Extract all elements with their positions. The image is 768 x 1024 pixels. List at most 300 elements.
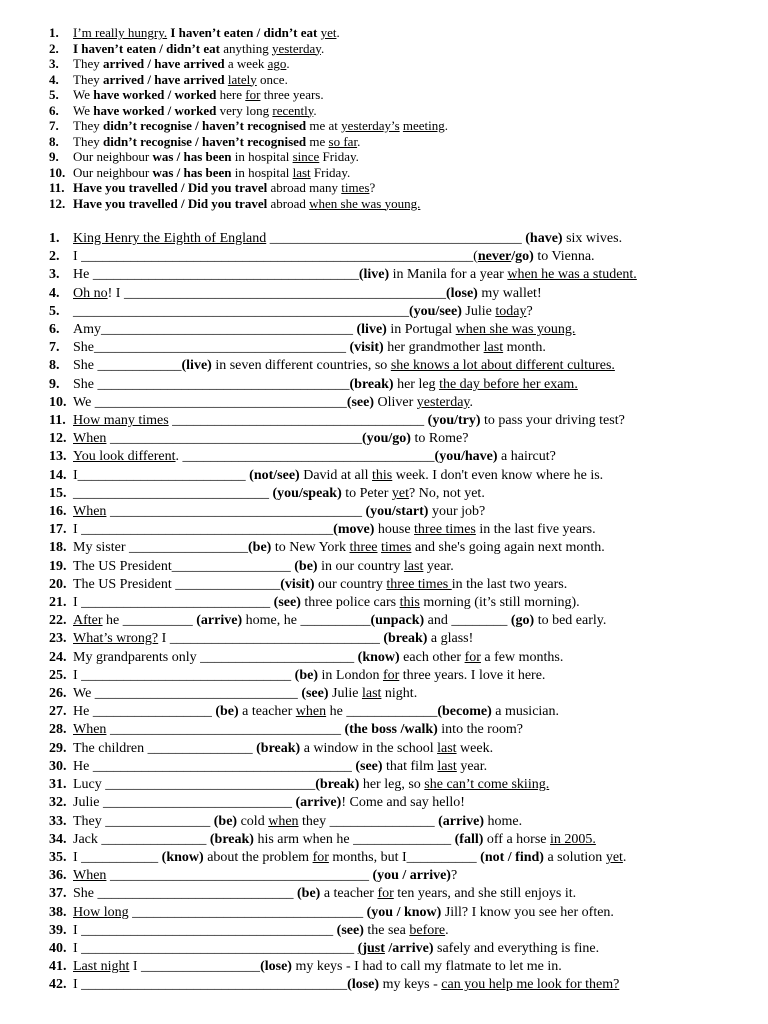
exercise-b-line bbox=[49, 412, 749, 430]
item-number: 10. bbox=[49, 164, 66, 180]
item-number: 40. bbox=[49, 940, 67, 956]
text-segment: in the last two years. bbox=[451, 576, 568, 592]
text-segment: months, but I__________ bbox=[328, 849, 481, 865]
underlined-segment: last bbox=[483, 340, 504, 356]
text-segment: . bbox=[357, 133, 361, 149]
bold-segment: didn’t recognise / haven’t recognised bbox=[102, 133, 307, 149]
text-segment: he _____________ bbox=[326, 704, 438, 720]
exercise-b-line bbox=[49, 521, 749, 539]
item-number: 27. bbox=[49, 704, 67, 720]
underlined-segment: three times bbox=[414, 522, 476, 538]
item-number: 24. bbox=[49, 649, 67, 665]
text-segment: her leg bbox=[393, 376, 440, 392]
bold-segment: (the boss /walk) bbox=[344, 722, 438, 738]
exercise-b-line bbox=[49, 539, 749, 557]
text-segment: Jill? I know you see her often. bbox=[441, 904, 614, 920]
text-segment: in hospital bbox=[231, 149, 293, 164]
item-number: 2. bbox=[49, 40, 59, 56]
exercise-b-line bbox=[49, 339, 749, 357]
item-number: 4. bbox=[49, 285, 60, 301]
item-number: 2. bbox=[49, 249, 60, 265]
text-segment: in Manila for a year bbox=[389, 267, 508, 283]
item-number: 39. bbox=[49, 922, 67, 938]
text-segment: home, he __________ bbox=[242, 613, 371, 629]
text-segment: her grandmother bbox=[383, 340, 484, 356]
item-number: 13. bbox=[49, 449, 67, 465]
item-number: 14. bbox=[49, 467, 67, 483]
bold-segment: (see) bbox=[273, 595, 301, 611]
bold-segment: Have you travelled / Did you travel bbox=[73, 180, 268, 195]
text-segment: ! Come and say hello! bbox=[341, 795, 465, 811]
exercise-a-list bbox=[49, 25, 749, 211]
text-segment: They bbox=[73, 133, 103, 149]
text-segment: I ________________________________________________________( bbox=[73, 249, 478, 265]
text-segment: my keys - bbox=[379, 977, 442, 993]
exercise-a-line bbox=[49, 118, 749, 134]
text-segment: I ______________________________________ bbox=[73, 977, 348, 993]
exercise-b-line bbox=[49, 576, 749, 594]
underlined-segment: times bbox=[381, 540, 412, 556]
text-segment: to Peter bbox=[341, 485, 392, 501]
bold-segment: (be) bbox=[297, 886, 321, 902]
underlined-segment: King Henry the Eighth of England bbox=[73, 231, 267, 246]
item-number: 42. bbox=[49, 977, 67, 993]
text-segment: the sea bbox=[363, 922, 410, 938]
text-segment: to Vienna. bbox=[533, 249, 595, 265]
bold-segment: (have) bbox=[525, 231, 563, 246]
exercise-b-line bbox=[49, 849, 749, 867]
text-segment: I ___________________________ bbox=[73, 595, 274, 611]
bold-segment: (you/speak) bbox=[272, 485, 342, 501]
text-segment: He _________________ bbox=[73, 704, 216, 720]
underlined-segment: lately bbox=[227, 71, 257, 87]
text-segment: year. bbox=[423, 558, 454, 574]
exercise-b-line bbox=[49, 558, 749, 576]
underlined-segment: When bbox=[73, 868, 107, 884]
text-segment: in Portugal bbox=[386, 322, 456, 338]
text-segment: I _______________________________________ bbox=[73, 940, 358, 956]
text-segment: he __________ bbox=[102, 613, 197, 629]
text-segment: to bed early. bbox=[534, 613, 607, 629]
underlined-segment: for bbox=[245, 87, 261, 102]
text-segment: in the last five years. bbox=[475, 522, 596, 538]
bold-segment: (arrive) bbox=[295, 795, 342, 811]
underlined-segment: How many times bbox=[73, 413, 169, 429]
item-number: 5. bbox=[49, 87, 59, 102]
bold-segment: (visit) bbox=[349, 340, 384, 356]
text-segment: The US President _______________ bbox=[73, 576, 281, 592]
underlined-segment: since bbox=[292, 149, 320, 164]
underlined-segment: yet bbox=[391, 485, 409, 501]
item-number: 28. bbox=[49, 722, 67, 738]
bold-segment: arrived / have arrived bbox=[102, 56, 225, 71]
text-segment: She ____________ bbox=[73, 358, 182, 374]
exercise-b-line bbox=[49, 904, 749, 922]
text-segment: They bbox=[73, 118, 103, 133]
text-segment: ten years, and she still enjoys it. bbox=[393, 886, 577, 902]
item-number: 33. bbox=[49, 813, 67, 829]
item-number: 32. bbox=[49, 795, 67, 811]
text-segment: I ______________________________ bbox=[73, 667, 295, 683]
text-segment: They _______________ bbox=[73, 813, 214, 829]
exercise-b-line bbox=[49, 394, 749, 412]
text-segment: to pass your driving test? bbox=[480, 413, 625, 429]
bold-segment: (break) bbox=[256, 740, 301, 756]
underlined-segment: last bbox=[437, 758, 457, 774]
underlined-segment: when bbox=[268, 813, 299, 829]
underlined-segment: meeting bbox=[402, 118, 445, 133]
exercise-b-line bbox=[49, 740, 749, 758]
underlined-segment: When bbox=[73, 431, 107, 447]
item-number: 7. bbox=[49, 340, 60, 356]
item-number: 4. bbox=[49, 71, 59, 87]
text-segment: a window in the school bbox=[300, 740, 438, 756]
item-number: 31. bbox=[49, 777, 67, 793]
text-segment: ____________________________________ bbox=[266, 231, 526, 246]
exercise-a-line bbox=[49, 56, 749, 72]
underlined-segment: I’m really hungry. bbox=[73, 25, 168, 40]
bold-segment: (be) bbox=[213, 813, 238, 829]
text-segment: to Rome? bbox=[410, 431, 469, 447]
bold-segment: (lose) bbox=[347, 977, 380, 993]
bold-segment: (break) bbox=[349, 376, 394, 392]
text-segment: ? bbox=[369, 180, 376, 195]
text-segment: cold bbox=[237, 813, 269, 829]
text-segment: I ______________________________ bbox=[158, 631, 384, 647]
text-segment: six wives. bbox=[562, 231, 623, 246]
text-segment: safely and everything is fine. bbox=[433, 940, 600, 956]
text-segment: year. bbox=[456, 758, 488, 774]
bold-segment: (you/try) bbox=[427, 413, 481, 429]
item-number: 6. bbox=[49, 322, 60, 338]
text-segment: Jack _______________ bbox=[73, 831, 210, 847]
text-segment: Oliver bbox=[374, 394, 417, 410]
text-segment: I ___________ bbox=[73, 849, 162, 865]
text-segment: ____________________________________ bbox=[106, 431, 362, 447]
exercise-b-line bbox=[49, 667, 749, 685]
exercise-b-line bbox=[49, 248, 749, 266]
underlined-segment: three bbox=[349, 540, 378, 556]
exercise-b-line bbox=[49, 503, 749, 521]
item-number: 1. bbox=[49, 231, 60, 246]
underlined-segment: when bbox=[295, 704, 327, 720]
item-number: 36. bbox=[49, 868, 67, 884]
text-segment: He ______________________________________ bbox=[73, 267, 359, 283]
text-segment: three years. I love it here. bbox=[399, 667, 546, 683]
bold-underlined-segment: never bbox=[477, 249, 512, 265]
text-segment: She____________________________________ bbox=[73, 340, 350, 356]
underlined-segment: she can’t come skiing. bbox=[424, 777, 550, 793]
text-segment: _________________________________ bbox=[106, 722, 345, 738]
text-segment: in our country bbox=[317, 558, 404, 574]
text-segment: in London bbox=[318, 667, 383, 683]
text-segment: I _________________ bbox=[129, 959, 261, 975]
bold-segment: (arrive) bbox=[196, 613, 243, 629]
bold-segment: (you/go) bbox=[361, 431, 411, 447]
exercise-a-line bbox=[49, 72, 749, 88]
text-segment: off a horse bbox=[483, 831, 550, 847]
text-segment: . bbox=[320, 40, 325, 56]
exercise-a-line bbox=[49, 180, 749, 196]
item-number: 1. bbox=[49, 25, 59, 40]
text-segment: about the problem bbox=[203, 849, 313, 865]
text-segment: abroad bbox=[267, 195, 310, 211]
text-segment: I ____________________________________ bbox=[73, 522, 334, 538]
item-number: 7. bbox=[49, 118, 59, 133]
text-segment: They bbox=[73, 56, 103, 71]
item-number: 15. bbox=[49, 485, 67, 501]
underlined-segment: today bbox=[495, 303, 527, 319]
text-segment: me bbox=[306, 133, 329, 149]
exercise-b-line bbox=[49, 940, 749, 958]
underlined-segment: when he was a student. bbox=[507, 267, 637, 283]
text-segment: The children _______________ bbox=[73, 740, 257, 756]
bold-segment: (you/have) bbox=[434, 449, 498, 465]
text-segment: his arm when he ______________ bbox=[253, 831, 455, 847]
text-segment: I ____________________________________ bbox=[73, 922, 337, 938]
underlined-segment: three times bbox=[386, 576, 452, 592]
item-number: 11. bbox=[49, 413, 66, 429]
bold-segment: (move) bbox=[333, 522, 375, 538]
item-number: 9. bbox=[49, 376, 60, 392]
bold-segment: have worked / worked bbox=[93, 87, 217, 102]
item-number: 8. bbox=[49, 133, 59, 149]
text-segment: abroad many bbox=[267, 180, 342, 195]
exercise-b-line bbox=[49, 303, 749, 321]
text-segment: month. bbox=[503, 340, 546, 356]
item-number: 8. bbox=[49, 358, 60, 374]
item-number: 3. bbox=[49, 267, 60, 283]
exercise-a-line bbox=[49, 87, 749, 103]
text-segment: very long bbox=[216, 102, 273, 118]
text-segment: My sister _________________ bbox=[73, 540, 248, 556]
text-segment: a haircut? bbox=[497, 449, 556, 465]
bold-segment: (be) bbox=[215, 704, 239, 720]
underlined-segment: so far bbox=[328, 133, 358, 149]
text-segment: ____________________________________ bbox=[106, 504, 366, 520]
text-segment: ! I ______________________________________________ bbox=[107, 285, 446, 301]
text-segment: She ____________________________________ bbox=[73, 376, 350, 392]
bold-segment: (see) bbox=[336, 922, 364, 938]
exercise-b-line bbox=[49, 958, 749, 976]
text-segment: house bbox=[374, 522, 415, 538]
item-number: 22. bbox=[49, 613, 67, 629]
text-segment: in seven different countries, so bbox=[211, 358, 391, 374]
text-segment: He _____________________________________ bbox=[73, 758, 356, 774]
bold-underlined-segment: (just bbox=[357, 940, 385, 956]
text-segment: a few months. bbox=[480, 649, 564, 665]
item-number: 23. bbox=[49, 631, 67, 647]
text-segment: me at bbox=[306, 118, 342, 133]
bold-segment: (lose) bbox=[260, 959, 292, 975]
exercise-b-line bbox=[49, 266, 749, 284]
text-segment: . bbox=[286, 56, 290, 71]
text-segment: _________________________________ bbox=[128, 904, 367, 920]
bold-segment: (lose) bbox=[445, 285, 478, 301]
text-segment: and she's going again next month. bbox=[411, 540, 605, 556]
item-number: 5. bbox=[49, 303, 60, 319]
bold-segment: (live) bbox=[358, 267, 390, 283]
exercise-a-line bbox=[49, 196, 749, 212]
item-number: 12. bbox=[49, 431, 67, 447]
exercise-b-line bbox=[49, 485, 749, 503]
exercise-b-line bbox=[49, 922, 749, 940]
underlined-segment: When bbox=[73, 504, 107, 520]
item-number: 17. bbox=[49, 522, 67, 538]
text-segment: a glass! bbox=[427, 631, 474, 647]
underlined-segment: What’s wrong? bbox=[73, 631, 159, 647]
underlined-segment: this bbox=[372, 467, 393, 483]
exercise-b-line bbox=[49, 813, 749, 831]
exercise-a-line bbox=[49, 41, 749, 57]
item-number: 35. bbox=[49, 849, 67, 865]
underlined-segment: yesterday bbox=[416, 394, 470, 410]
exercise-b-line bbox=[49, 794, 749, 812]
underlined-segment: When bbox=[73, 722, 107, 738]
item-number: 16. bbox=[49, 504, 67, 520]
item-number: 6. bbox=[49, 102, 59, 118]
bold-segment: (unpack) bbox=[370, 613, 425, 629]
underlined-segment: Last night bbox=[73, 959, 130, 975]
exercise-b-line bbox=[49, 721, 749, 739]
exercise-a-line bbox=[49, 165, 749, 181]
underlined-segment: can you help me look for them? bbox=[441, 977, 620, 993]
bold-segment: (become) bbox=[437, 704, 492, 720]
bold-segment: (not/see) bbox=[249, 467, 300, 483]
bold-segment: (be) bbox=[294, 667, 318, 683]
text-segment: a solution bbox=[543, 849, 606, 865]
text-segment: We bbox=[73, 87, 94, 102]
underlined-segment: last bbox=[437, 740, 457, 756]
underlined-segment: yet bbox=[320, 25, 337, 40]
exercise-b-line bbox=[49, 376, 749, 394]
exercise-a-line bbox=[49, 103, 749, 119]
bold-segment: (break) bbox=[315, 777, 360, 793]
text-segment: three years. bbox=[260, 87, 324, 102]
item-number: 19. bbox=[49, 558, 67, 574]
text-segment: Amy____________________________________ bbox=[73, 322, 357, 338]
exercise-b-line bbox=[49, 867, 749, 885]
bold-segment: (you / arrive) bbox=[372, 868, 451, 884]
item-number: 30. bbox=[49, 758, 67, 774]
item-number: 26. bbox=[49, 686, 67, 702]
underlined-segment: After bbox=[73, 613, 103, 629]
text-segment: We _____________________________ bbox=[73, 686, 302, 702]
exercise-b-line bbox=[49, 776, 749, 794]
exercise-a-line bbox=[49, 25, 749, 41]
exercise-b-line bbox=[49, 703, 749, 721]
text-segment: My grandparents only ______________________ bbox=[73, 649, 358, 665]
underlined-segment: yesterday’s bbox=[341, 118, 400, 133]
exercise-a-line bbox=[49, 134, 749, 150]
item-number: 3. bbox=[49, 56, 59, 71]
underlined-segment: before bbox=[409, 922, 446, 938]
item-number: 25. bbox=[49, 667, 67, 683]
underlined-segment: yet bbox=[605, 849, 623, 865]
exercise-b-line bbox=[49, 285, 749, 303]
text-segment: three police cars bbox=[300, 595, 400, 611]
bold-segment: (you/see) bbox=[409, 303, 462, 319]
exercise-b-line bbox=[49, 612, 749, 630]
bold-segment: (see) bbox=[346, 394, 375, 410]
text-segment: morning (it’s still morning). bbox=[419, 595, 580, 611]
underlined-segment: she knows a lot about different cultures. bbox=[390, 358, 615, 374]
text-segment: We ____________________________________ bbox=[73, 394, 347, 410]
underlined-segment: in 2005. bbox=[550, 831, 596, 847]
text-segment: Julie bbox=[328, 686, 362, 702]
text-segment: week. I don't even know where he is. bbox=[392, 467, 604, 483]
text-segment: a teacher bbox=[238, 704, 296, 720]
text-segment: into the room? bbox=[437, 722, 523, 738]
text-segment: David at all bbox=[299, 467, 373, 483]
exercise-b-line bbox=[49, 230, 749, 248]
underlined-segment: for bbox=[377, 886, 394, 902]
text-segment: . bbox=[313, 102, 317, 118]
exercise-b-line bbox=[49, 630, 749, 648]
underlined-segment: Oh no bbox=[73, 285, 108, 301]
text-segment: . bbox=[336, 25, 340, 40]
bold-segment: have worked / worked bbox=[93, 102, 217, 118]
text-segment: and ________ bbox=[424, 613, 511, 629]
text-segment: ____________________________________ bbox=[168, 413, 428, 429]
bold-segment: I haven’t eaten / didn’t eat bbox=[73, 40, 220, 56]
bold-segment: (fall) bbox=[454, 831, 484, 847]
text-segment: ____________________________ bbox=[73, 485, 273, 501]
bold-segment: (break) bbox=[383, 631, 428, 647]
text-segment: Julie ___________________________ bbox=[73, 795, 296, 811]
text-segment: Our neighbour bbox=[73, 164, 153, 180]
text-segment: Friday. bbox=[310, 164, 351, 180]
text-segment: . bbox=[469, 394, 474, 410]
underlined-segment: times bbox=[341, 180, 370, 195]
underlined-segment: last bbox=[292, 164, 311, 180]
exercise-b-line bbox=[49, 758, 749, 776]
text-segment: week. bbox=[456, 740, 494, 756]
bold-segment: (live) bbox=[356, 322, 387, 338]
text-segment: my keys - I had to call my flatmate to let me in. bbox=[291, 959, 562, 975]
exercise-b-line bbox=[49, 467, 749, 485]
underlined-segment: for bbox=[464, 649, 481, 665]
text-segment: a teacher bbox=[320, 886, 378, 902]
underlined-segment: How long bbox=[73, 904, 129, 920]
bold-segment: arrived / have arrived bbox=[102, 71, 225, 87]
text-segment: once. bbox=[256, 71, 288, 87]
bold-segment: (be) bbox=[294, 558, 318, 574]
text-segment: . ____________________________________ bbox=[175, 449, 435, 465]
text-segment: ? bbox=[450, 868, 458, 884]
bold-segment: /go) bbox=[511, 249, 534, 265]
bold-segment: (not / find) bbox=[480, 849, 544, 865]
bold-segment: (know) bbox=[161, 849, 204, 865]
item-number: 21. bbox=[49, 595, 67, 611]
text-segment: her leg, so bbox=[359, 777, 425, 793]
underlined-segment: last bbox=[361, 686, 382, 702]
bold-segment: (be) bbox=[248, 540, 272, 556]
text-segment: Julie bbox=[461, 303, 496, 319]
item-number: 41. bbox=[49, 959, 67, 975]
underlined-segment: when she was young. bbox=[309, 195, 421, 211]
text-segment: I________________________ bbox=[73, 467, 250, 483]
exercise-b-line bbox=[49, 685, 749, 703]
text-segment: The US President_________________ bbox=[73, 558, 295, 574]
exercise-b-line bbox=[49, 831, 749, 849]
bold-segment: was / has been bbox=[152, 164, 232, 180]
item-number: 12. bbox=[49, 195, 66, 211]
text-segment: She ____________________________ bbox=[73, 886, 297, 902]
underlined-segment: recently bbox=[272, 102, 314, 118]
text-segment: night. bbox=[381, 686, 418, 702]
bold-segment: didn’t recognise / haven’t recognised bbox=[102, 118, 307, 133]
